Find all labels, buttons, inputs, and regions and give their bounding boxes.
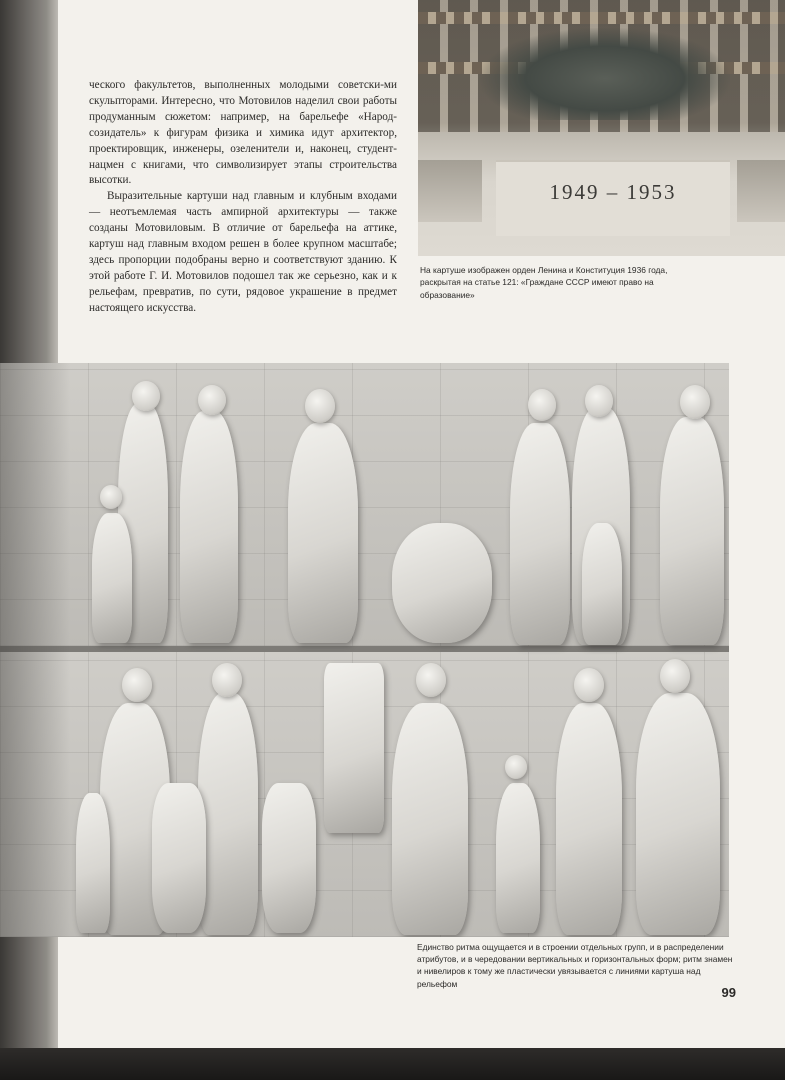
relief-figure-head <box>212 663 242 697</box>
relief-figure-child <box>582 523 622 645</box>
relief-figure-head <box>198 385 226 415</box>
relief-figure <box>288 423 358 643</box>
scan-bottom-edge <box>0 1048 785 1080</box>
relief-figure <box>392 703 468 935</box>
relief-wheat-sheaf <box>262 783 316 933</box>
cartouche-sculpture <box>480 28 730 120</box>
relief-figure-child <box>496 783 540 933</box>
relief-figure-head <box>416 663 446 697</box>
relief-figure-head <box>528 389 556 421</box>
relief-figure <box>198 693 258 935</box>
construction-years: 1949 – 1953 <box>549 180 677 204</box>
relief-figure <box>636 693 720 935</box>
facade-ornament-row <box>418 12 785 24</box>
photo-caption-bottom: Единство ритма ощущается и в строении отдельных групп, и в распределении атрибутов, и в чередовании вертикальных и горизонтальных форм; ритм знамен и нивелиров к тому же пластически увязывается с линиями картуша над рельефом <box>417 942 733 989</box>
relief-figure <box>556 703 622 935</box>
relief-figure-head <box>660 659 690 693</box>
body-paragraph-1: ческого факультетов, выполненных молодыми советски-ми скульпторами. Интересно, что Мотовилов наделил свои работы продуманным сюжетом: например, на барельефе «Народ-созидатель» к фигурам физика и химика идут архитектор, проектировщик, инженеры, озеленители и, наконец, студент-нацмен с книгами, что символизирует этапы строительства высотки. <box>89 79 397 187</box>
relief-figure-head <box>122 668 152 702</box>
relief-figure-head <box>574 668 604 702</box>
relief-wheat-sheaf <box>152 783 206 933</box>
body-paragraph-2: Выразительные картуши над главным и клубным входами — неотъемлемая часть ампирной архитектуры — также созданы Мотовиловым. В отличие от барельефа на аттике, картуш над главным входом решен в более крупном масштабе; здесь пропорции подобраны верно и соответствуют зданию. К этой работе Г. И. Мотовилов подошел так же серьезно, как и к рельефам, превратив, по сути, рядовое украшение в предмет настоящего искусства. <box>89 190 397 314</box>
body-text <box>89 78 397 317</box>
relief-figure <box>510 423 570 645</box>
page-number: 99 <box>721 985 736 1000</box>
relief-figure-head <box>585 385 613 417</box>
relief-figure <box>660 417 724 645</box>
relief-figure <box>180 411 238 643</box>
relief-flowers <box>392 523 492 643</box>
side-relief-right <box>737 160 785 222</box>
side-relief-left <box>418 160 482 222</box>
relief-figure-head <box>305 389 335 423</box>
relief-figure-child <box>92 513 132 643</box>
relief-figure-head <box>505 755 527 779</box>
relief-banner <box>324 663 384 833</box>
relief-gutter-shadow <box>0 363 70 937</box>
relief-figure-child <box>76 793 110 933</box>
cartouche-photo <box>418 0 785 256</box>
relief-figure-head <box>100 485 122 509</box>
bas-relief-photo <box>0 363 729 937</box>
relief-figure-head <box>680 385 710 419</box>
relief-figure-head <box>132 381 160 411</box>
photo-caption-top: На картуше изображен орден Ленина и Конституция 1936 года, раскрытая на статье 121: «Граждане СССР имеют право на образование» <box>420 265 668 300</box>
